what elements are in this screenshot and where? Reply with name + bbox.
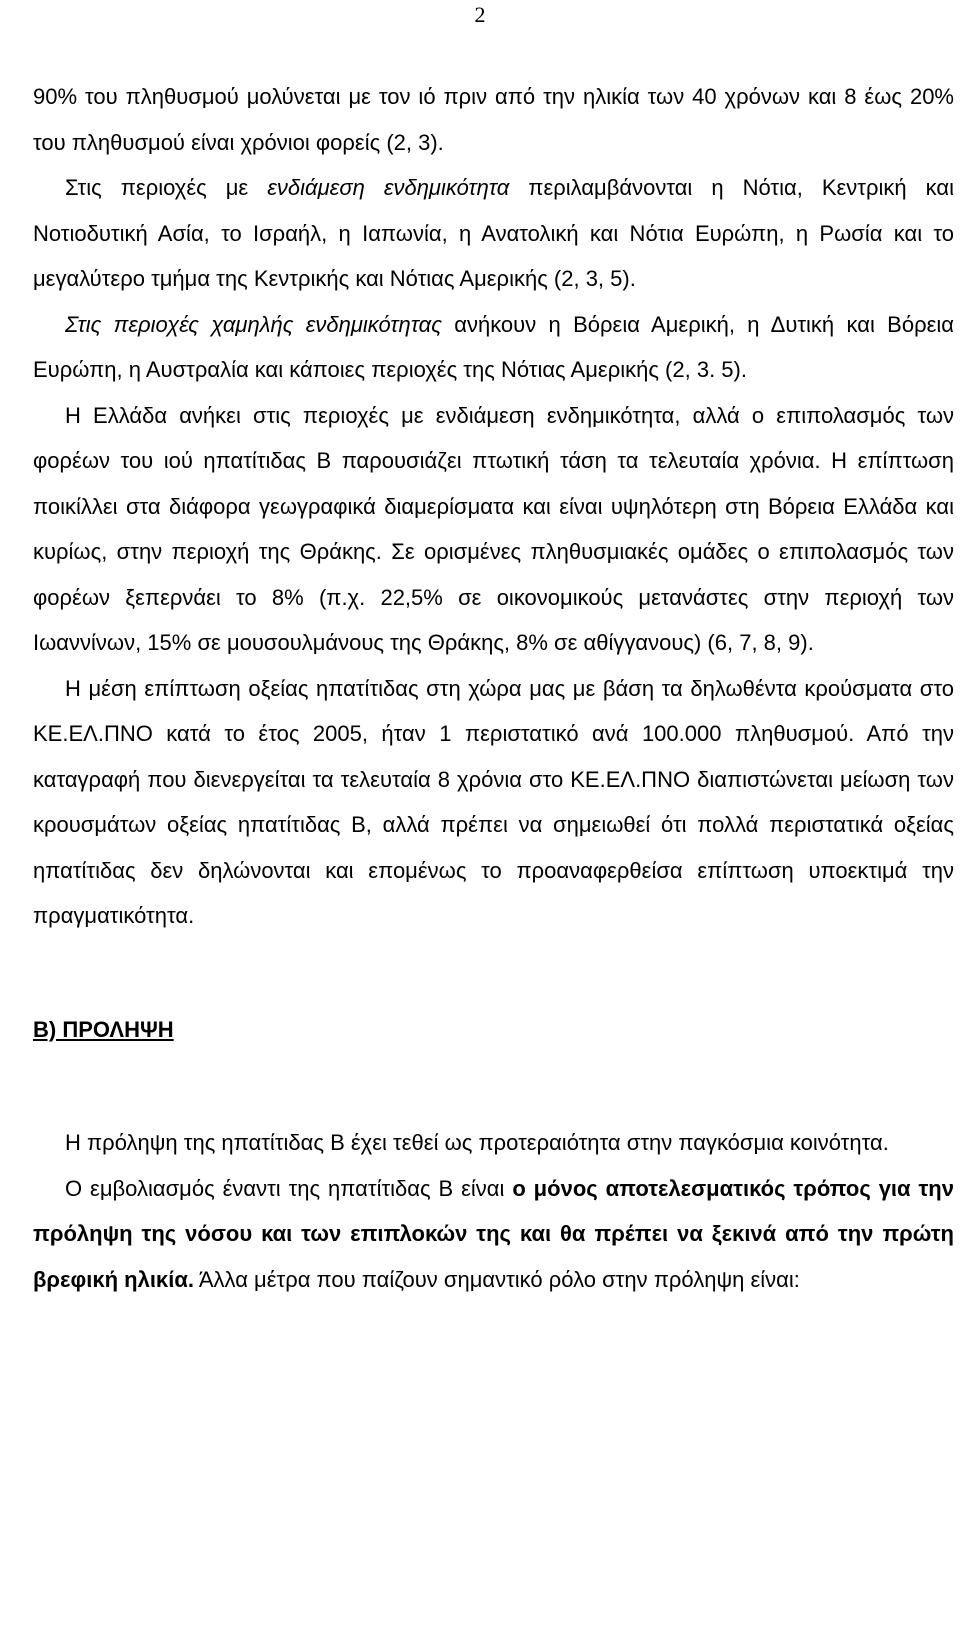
page-number: 2 xyxy=(474,2,486,27)
paragraph-text: Η Ελλάδα ανήκει στις περιοχές με ενδιάμεση ενδημικότητα, αλλά ο επιπολασμός των φορέων του ιού ηπατίτιδας Β παρουσιάζει πτωτική τάση τα τελευταία χρόνια. Η επίπτωση ποικίλλει στα διάφορα γεωγραφικά διαμερίσματα και είναι υψηλότερη στη Βόρεια Ελλάδα και κυρίως, στην περιοχή της Θράκης. Σε ορισμένες πληθυσμιακές ομάδες ο επιπολασμός των φορέων ξεπερνάει το 8% (π.χ. 22,5% σε οικονομικούς μετανάστες στην περιοχή των Ιωαννίνων, 15% σε μουσουλμάνους της Θράκης, 8% σε αθίγγανους) (6, 7, 8, 9). xyxy=(33,402,954,655)
paragraph-text: 90% του πληθυσμού μολύνεται με τον ιό πριν από την ηλικία των 40 χρόνων και 8 έως 20% του πληθυσμού είναι χρόνιοι φορείς (2, 3). xyxy=(33,84,954,155)
paragraph-text: Η μέση επίπτωση οξείας ηπατίτιδας στη χώρα μας με βάση τα δηλωθέντα κρούσματα στο ΚΕ.ΕΛ.ΠΝΟ κατά το έτος 2005, ήταν 1 περιστατικό ανά 100.000 πληθυσμού. Από την καταγραφή που διενεργείται τα τελευταία 8 χρόνια στο ΚΕ.ΕΛ.ΠΝΟ διαπιστώνεται μείωση των κρουσμάτων οξείας ηπατίτιδας Β, αλλά πρέπει να σημειωθεί ότι πολλά περιστατικά οξείας ηπατίτιδας δεν δηλώνονται και επομένως το προαναφερθείσα επίπτωση υποεκτιμά την πραγματικότητα. xyxy=(33,675,954,928)
paragraph-text: Ο εμβολιασμός έναντι της ηπατίτιδας Β είναι xyxy=(65,1175,513,1201)
paragraph-prevention-priority xyxy=(33,1120,954,1166)
paragraph-low-endemicity xyxy=(33,302,954,393)
paragraph-vaccination xyxy=(33,1166,954,1303)
paragraph-intermediate-endemicity xyxy=(33,165,954,302)
paragraph-text: ανήκουν η Βόρεια Αμερική, η Δυτική και Βόρεια Ευρώπη, η Αυστραλία και κάποιες περιοχές της Νότιας Αμερικής (2, 3. 5). xyxy=(33,311,954,382)
emphasis-text: Στις περιοχές χαμηλής ενδημικότητας xyxy=(65,311,442,337)
document-body xyxy=(33,74,954,1302)
section-heading: Β) ΠΡΟΛΗΨΗ xyxy=(33,1016,174,1042)
paragraph-text: Η πρόληψη της ηπατίτιδας Β έχει τεθεί ως προτεραιότητα στην παγκόσμια κοινότητα. xyxy=(65,1130,889,1155)
paragraph-greece-prevalence xyxy=(33,393,954,666)
paragraph-text: Στις περιοχές με xyxy=(65,175,268,200)
emphasis-text: ενδιάμεση ενδημικότητα xyxy=(267,175,510,200)
paragraph-infection-rate xyxy=(33,74,954,165)
bold-text: ο μόνος αποτελεσματικός τρόπος για την πρόληψη της νόσου και των επιπλοκών της και θα πρέπει να ξεκινά από την πρώτη βρεφική ηλικία. xyxy=(33,1175,954,1292)
paragraph-acute-incidence xyxy=(33,666,954,939)
paragraph-text: περιλαμβάνονται η Νότια, Κεντρική και Νοτιοδυτική Ασία, το Ισραήλ, η Ιαπωνία, η Ανατολική και Νότια Ευρώπη, η Ρωσία και το μεγαλύτερο τμήμα της Κεντρικής και Νότιας Αμερικής (2, 3, 5). xyxy=(33,175,954,291)
paragraph-text: Άλλα μέτρα που παίζουν σημαντικό ρόλο στην πρόληψη είναι: xyxy=(193,1266,800,1292)
